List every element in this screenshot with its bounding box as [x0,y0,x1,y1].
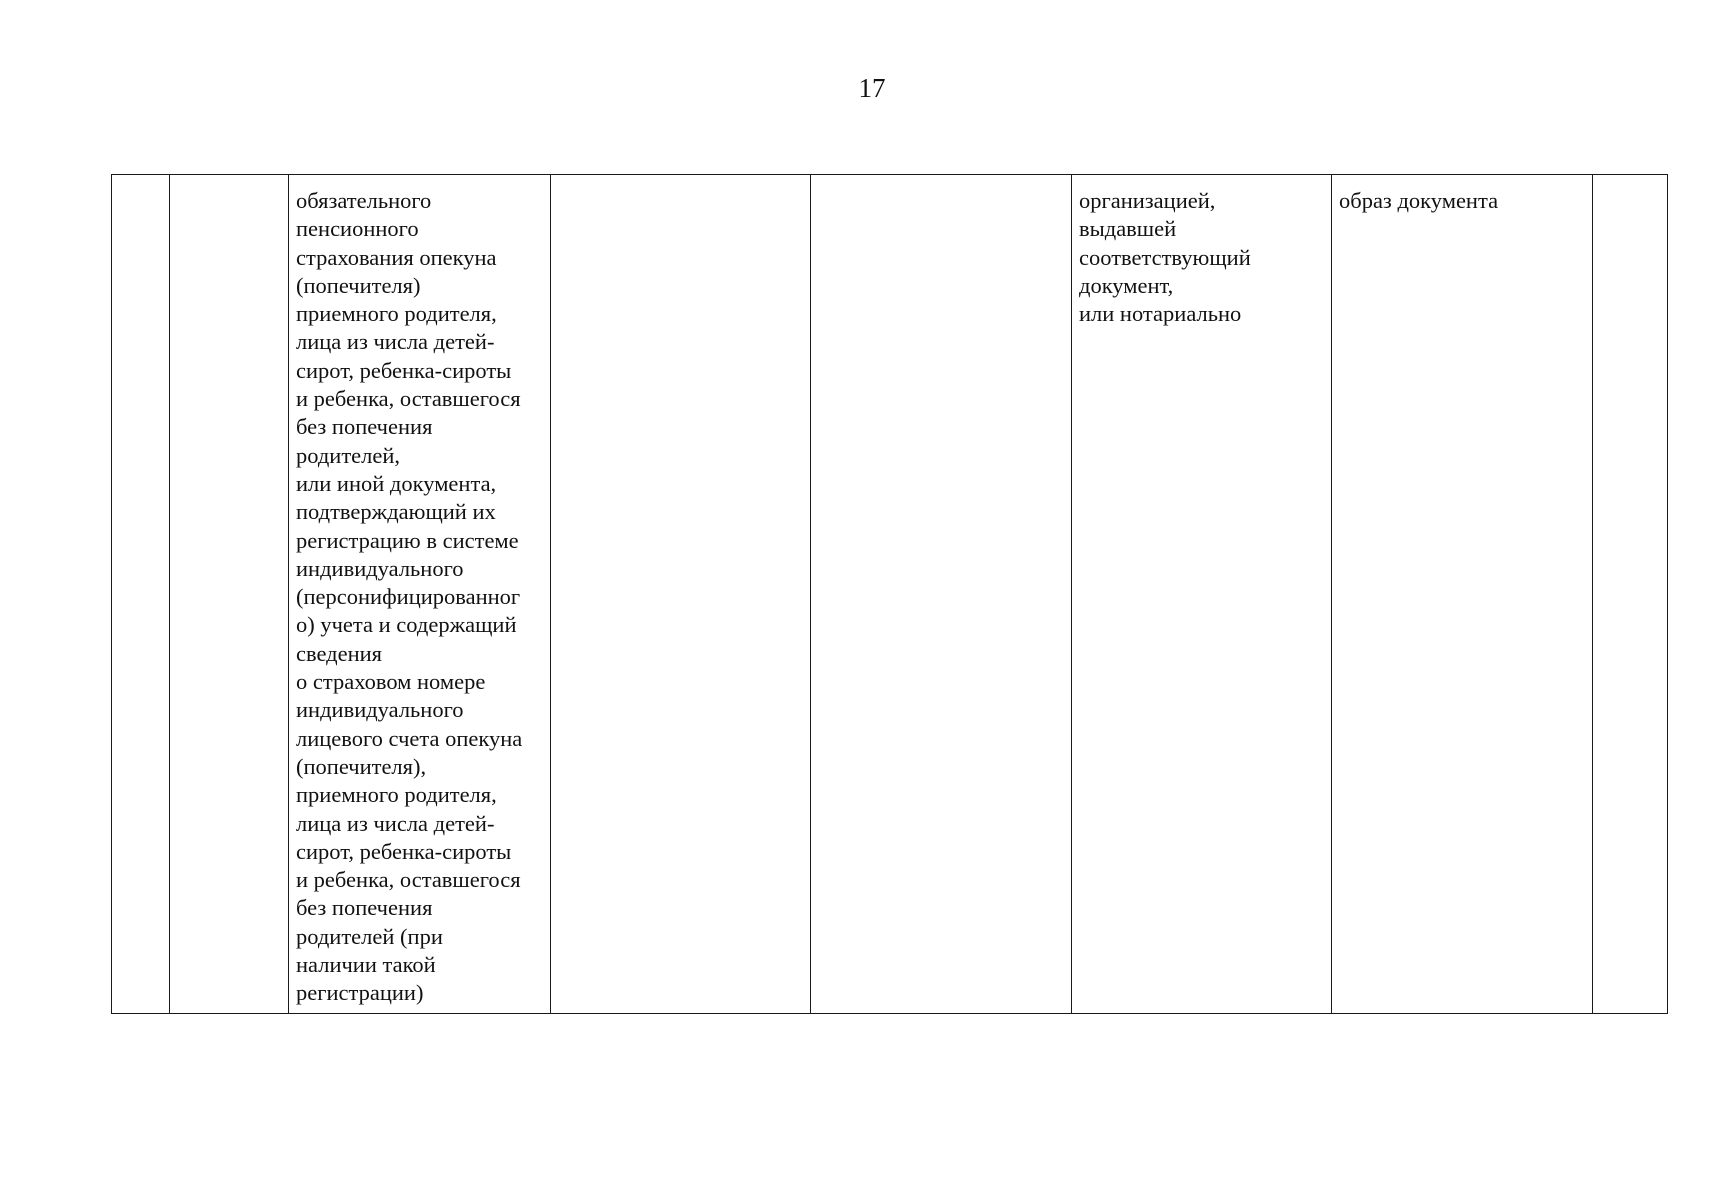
text-line: страхования опекуна [296,244,497,270]
text-line: приемного родителя, [296,301,497,327]
text-line: родителей, [296,442,401,468]
text-line: индивидуального [296,555,464,581]
cell-col8 [1593,175,1668,1014]
text-line: наличии такой [296,952,436,978]
text-line: и ребенка, оставшегося [296,386,521,412]
text-line: регистрацию в системе [296,527,519,553]
cell-col4 [551,175,811,1014]
text-line: или иной документа, [296,470,497,496]
cell-document-description [289,175,551,1014]
text-line: лицевого счета опекуна [296,725,523,751]
text-line: подтверждающий их [296,499,496,525]
page-number: 17 [858,73,886,103]
text-line: сирот, ребенка-сироты [296,838,512,864]
cell-col2 [170,175,289,1014]
text-line: без попечения [296,895,433,921]
text-line: о страховом номере [296,669,486,695]
text-line: или нотариально [1079,301,1242,327]
text-line: родителей (при [296,923,443,949]
document-table [111,174,1668,1014]
text-line: без попечения [296,414,433,440]
cell-document-sample [1332,175,1593,1014]
text-line: организацией, [1079,188,1216,213]
text-line: сирот, ребенка-сироты [296,357,512,383]
text-line: приемного родителя, [296,782,497,808]
cell-col5 [811,175,1072,1014]
table-row [112,175,1668,1014]
text-line: регистрации) [296,980,424,1006]
text-line: образ документа [1339,188,1499,213]
text-line: документ, [1079,272,1174,298]
text-line: (попечителя) [296,272,421,298]
text-line: о) учета и содержащий [296,612,517,638]
text-line: (попечителя), [296,753,427,779]
text-line: пенсионного [296,216,419,242]
text-line: обязательного [296,188,432,213]
text-line: соответствующий [1079,244,1251,270]
cell-col1 [112,175,170,1014]
text-line: (персонифицированног [296,584,521,610]
text-line: лица из числа детей- [296,810,495,836]
cell-certification [1072,175,1332,1014]
text-line: выдавшей [1079,216,1177,242]
text-line: и ребенка, оставшегося [296,867,521,893]
text-line: лица из числа детей- [296,329,495,355]
text-line: индивидуального [296,697,464,723]
text-line: сведения [296,640,383,666]
